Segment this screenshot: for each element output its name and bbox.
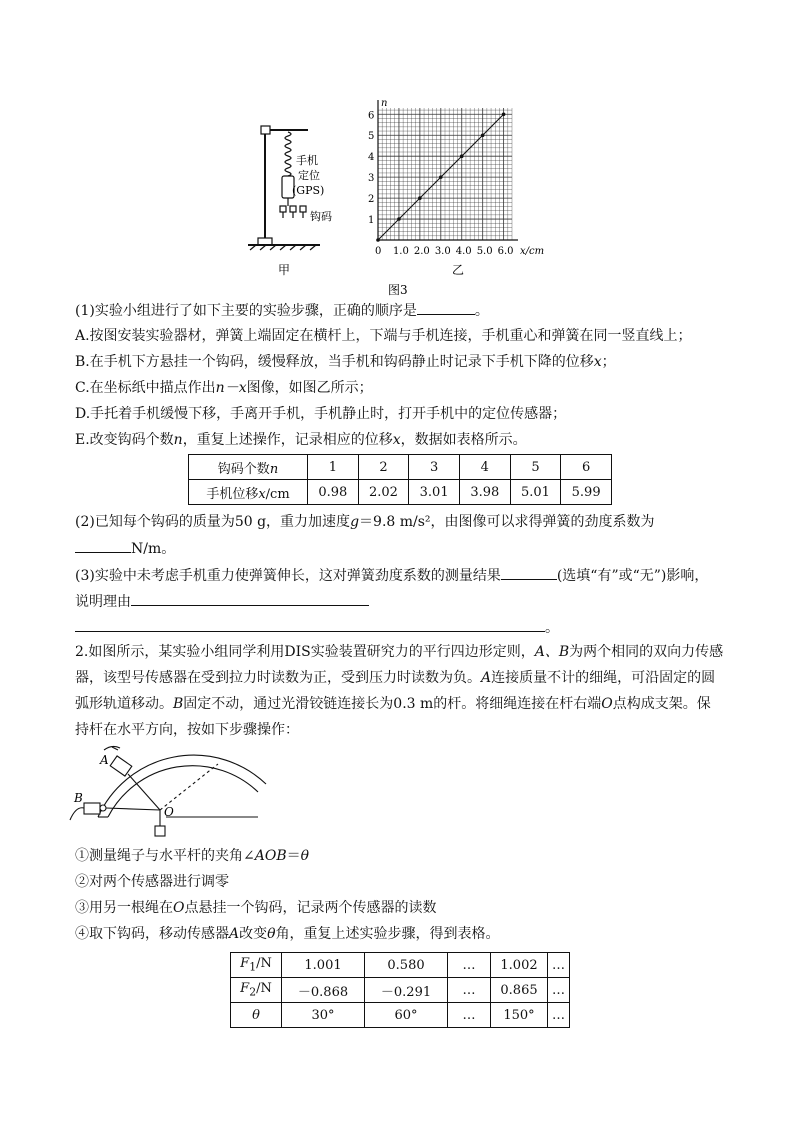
label-o: O: [164, 805, 174, 819]
table-row: $F_1/N$ 1.001 0.580 … 1.002 …: [231, 953, 570, 978]
q1-step-a: A.按图安装实验器材，弹簧上端固定在横杆上，下端与手机连接，手机重心和弹簧在同一竖直线上；: [75, 328, 692, 344]
phone-label-3: (GPS): [292, 184, 325, 197]
q1-step-e: E.改变钩码个数n，重复上述操作，记录相应的位移x，数据如表格所示。: [75, 432, 527, 448]
data-table-1: [188, 454, 612, 505]
y-tick-label: 6: [368, 110, 375, 122]
step-4: ④取下钩码，移动传感器A改变θ角，重复上述实验步骤，得到表格。: [75, 926, 500, 942]
figure-caption: 图3: [388, 283, 408, 297]
table-row: θ 30° 60° … 150° …: [231, 1003, 570, 1028]
label-jia: 甲: [278, 263, 291, 277]
figure-3: [230, 90, 570, 300]
step-2: ②对两个传感器进行调零: [75, 874, 229, 890]
q1-step-c: C.在坐标纸中描点作出n－x图像，如图乙所示；: [75, 380, 373, 396]
data-point: [397, 217, 401, 221]
hanging-weight: [155, 826, 165, 836]
table-row: 手机位移x/cm 0.98 2.02 3.01 3.98 5.01 5.99: [189, 480, 612, 505]
data-table-2: [230, 952, 570, 1028]
x-axis-label: x/cm: [520, 246, 545, 257]
data-point: [439, 175, 443, 179]
rod-bo: [106, 808, 160, 810]
q3-line-3: 。: [75, 617, 559, 638]
q3-reason-blank-2[interactable]: [75, 617, 545, 632]
step-1: ①测量绳子与水平杆的夹角∠AOB＝θ: [75, 848, 310, 864]
label-yi: 乙: [452, 263, 465, 277]
q2-line-2: N/m。: [75, 538, 175, 559]
y-tick-label: 5: [368, 131, 375, 143]
n-x-chart: [368, 98, 544, 257]
y-tick-label: 3: [368, 173, 375, 185]
x-tick-label: 1.0: [392, 246, 409, 257]
q1-answer-blank[interactable]: [417, 300, 475, 315]
data-point: [481, 133, 485, 137]
q3-line-2: 说明理由: [75, 591, 369, 612]
p2-line-2: 器，该型号传感器在受到拉力时读数为正，受到压力时读数为负。A连接质量不计的细绳，可沿固定的圆: [75, 670, 716, 686]
data-point: [460, 154, 464, 158]
label-a: A: [100, 753, 109, 767]
y-axis-label: n: [381, 98, 388, 109]
table-row: 钩码个数n 1 2 3 4 5 6: [189, 455, 612, 480]
y-tick-label: 2: [368, 194, 375, 206]
data-point: [376, 238, 380, 242]
p2-line-3: 弧形轨道移动。B固定不动，通过光滑铰链连接长为0.3 m的杆。将细绳连接在杆右端O点构成支架。保: [75, 696, 711, 712]
q3-line-1: (3)实验中未考虑手机重力使弹簧伸长，这对弹簧劲度系数的测量结果 (选填“有”或“无”)影响，: [75, 565, 708, 586]
p2-line-4: 持杆在水平方向，按如下步骤操作：: [75, 722, 299, 738]
p2-line-1: 2.如图所示，某实验小组同学利用DIS实验装置研究力的平行四边形定则，A、B为两个相同的双向力传感: [75, 644, 724, 660]
data-point: [502, 112, 506, 116]
x-tick-label: 5.0: [476, 246, 493, 257]
label-b: B: [74, 791, 83, 805]
force-sensor-figure: [68, 742, 268, 842]
x-tick-label: 0: [375, 246, 382, 257]
q3-answer-blank[interactable]: [501, 565, 557, 580]
x-tick-label: 4.0: [455, 246, 472, 257]
y-tick-label: 4: [368, 152, 375, 164]
sensor-b: [84, 803, 100, 814]
q1-step-d: D.手托着手机缓慢下移，手离开手机，手机静止时，打开手机中的定位传感器；: [75, 406, 567, 422]
phone-label-2: 定位: [298, 169, 320, 182]
data-point: [418, 196, 422, 200]
weights-label: 钩码: [310, 210, 332, 223]
q1-step-b: B.在手机下方悬挂一个钩码，缓慢释放，当手机和钩码静止时记录下手机下降的位移x；: [75, 354, 616, 370]
spring: [285, 132, 291, 176]
x-tick-label: 3.0: [434, 246, 451, 257]
q1-prompt: (1)实验小组进行了如下主要的实验步骤，正确的顺序是 。: [75, 300, 489, 321]
q2-answer-blank[interactable]: [75, 538, 131, 553]
x-tick-label: 2.0: [413, 246, 430, 257]
sensor-a: [110, 756, 132, 776]
phone-label-1: 手机: [296, 154, 318, 167]
y-tick-label: 1: [368, 215, 375, 227]
q2-line-1: (2)已知每个钩码的质量为50 g，重力加速度g＝9.8 m/s²，由图像可以求得弹簧的劲度系数为: [75, 514, 655, 530]
step-3: ③用另一根绳在O点悬挂一个钩码，记录两个传感器的读数: [75, 900, 437, 916]
x-tick-label: 6.0: [497, 246, 514, 257]
q3-reason-blank-1[interactable]: [131, 591, 369, 606]
table-row: $F_2/N$ －0.868 －0.291 … 0.865 …: [231, 978, 570, 1003]
